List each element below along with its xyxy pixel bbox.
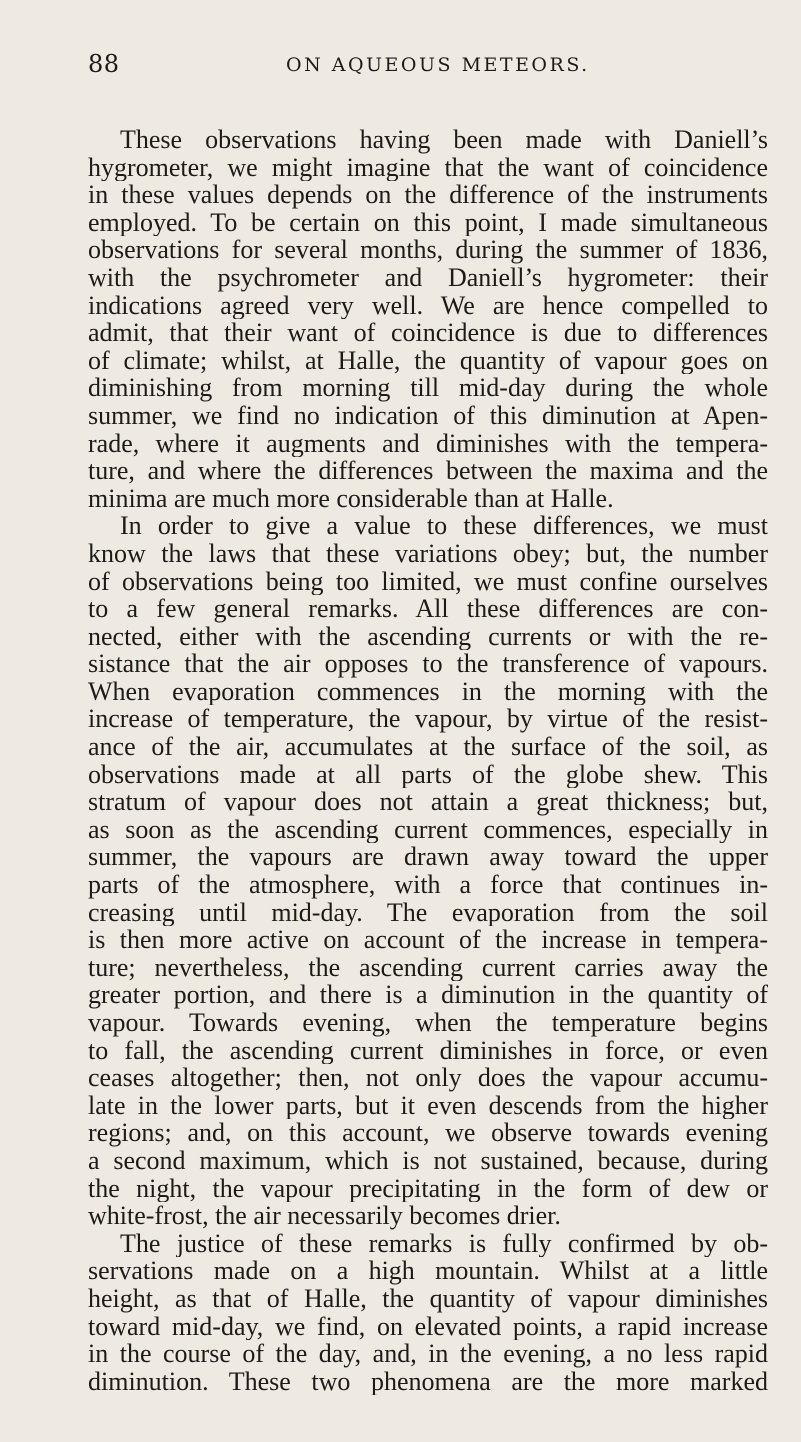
text-line: nected, either with the ascending currents or with the re- bbox=[88, 622, 768, 651]
text-line: hygrometer, we might imagine that the want of coincidence bbox=[88, 153, 768, 182]
text-line: These observations having been made with Daniell’s bbox=[120, 126, 768, 154]
text-line: of observations being too limited, we must confine ourselves bbox=[88, 567, 768, 596]
text-line: diminishing from morning till mid-day during the whole bbox=[88, 374, 768, 402]
text-line: know the laws that these variations obey; but, the number bbox=[88, 539, 768, 568]
text-line: observations made at all parts of the globe shew. This bbox=[88, 760, 768, 789]
text-line: of climate; whilst, at Halle, the quantity of vapour goes on bbox=[88, 346, 768, 375]
text-line: ture, and where the differences between the maxima and the bbox=[88, 457, 768, 485]
text-line: a second maximum, which is not sustained, because, during bbox=[88, 1146, 768, 1175]
text-line: regions; and, on this account, we observe towards evening bbox=[88, 1119, 768, 1147]
text-line: summer, the vapours are drawn away toward the upper bbox=[88, 843, 768, 872]
text-line: the night, the vapour precipitating in the form of dew or bbox=[88, 1174, 768, 1203]
text-line: white-frost, the air necessarily becomes drier. bbox=[88, 1202, 561, 1230]
text-line: toward mid-day, we find, on elevated points, a rapid increase bbox=[88, 1312, 768, 1341]
text-line: in the course of the day, and, in the evening, a no less rapid bbox=[88, 1340, 768, 1368]
text-line: observations for several months, during the summer of 1836, bbox=[88, 236, 768, 264]
text-line: as soon as the ascending current commences, especially in bbox=[88, 815, 768, 844]
text-line: with the psychrometer and Daniell’s hygrometer: their bbox=[88, 263, 768, 292]
text-line: height, as that of Halle, the quantity of vapour diminishes bbox=[88, 1284, 768, 1313]
text-line: late in the lower parts, but it even descends from the higher bbox=[88, 1091, 768, 1120]
text-line: greater portion, and there is a diminution in the quantity of bbox=[88, 981, 768, 1009]
text-line: The justice of these remarks is fully confirmed by ob- bbox=[120, 1229, 768, 1258]
text-line: creasing until mid-day. The evaporation from the soil bbox=[88, 898, 768, 927]
text-line: ceases altogether; then, not only does the vapour accumu- bbox=[88, 1064, 768, 1092]
text-line: rade, where it augments and diminishes with the tempera- bbox=[88, 429, 768, 458]
page-header bbox=[88, 50, 768, 90]
text-line: sistance that the air opposes to the transference of vapours. bbox=[88, 650, 768, 678]
text-line: minima are much more considerable than at Halle. bbox=[88, 484, 614, 513]
text-line: stratum of vapour does not attain a great thickness; but, bbox=[88, 788, 768, 816]
text-line: is then more active on account of the increase in tempera- bbox=[88, 926, 768, 954]
text-line: to a few general remarks. All these differences are con- bbox=[88, 595, 768, 623]
text-line: indications agreed very well. We are hence compelled to bbox=[88, 291, 768, 320]
text-line: admit, that their want of coincidence is due to differences bbox=[88, 319, 768, 347]
text-line: parts of the atmosphere, with a force that continues in- bbox=[88, 871, 768, 899]
text-line: servations made on a high mountain. Whilst at a little bbox=[88, 1257, 768, 1285]
running-title: ON AQUEOUS METEORS. bbox=[286, 54, 590, 76]
text-line: in these values depends on the difference of the instruments bbox=[88, 181, 768, 209]
text-line: ture; nevertheless, the ascending current carries away the bbox=[88, 953, 768, 982]
text-line: summer, we find no indication of this diminution at Apen- bbox=[88, 401, 768, 430]
text-line: to fall, the ascending current diminishes in force, or even bbox=[88, 1036, 768, 1065]
text-line: diminution. These two phenomena are the more marked bbox=[88, 1367, 768, 1396]
text-line: vapour. Towards evening, when the temperature begins bbox=[88, 1009, 768, 1037]
body-text bbox=[88, 126, 768, 1395]
text-line: When evaporation commences in the morning with the bbox=[88, 677, 768, 706]
text-line: In order to give a value to these differences, we must bbox=[120, 512, 768, 540]
text-line: employed. To be certain on this point, I made simultaneous bbox=[88, 208, 768, 237]
text-line: ance of the air, accumulates at the surface of the soil, as bbox=[88, 733, 768, 761]
text-line: increase of temperature, the vapour, by virtue of the resist- bbox=[88, 705, 768, 734]
page-number: 88 bbox=[88, 50, 120, 78]
